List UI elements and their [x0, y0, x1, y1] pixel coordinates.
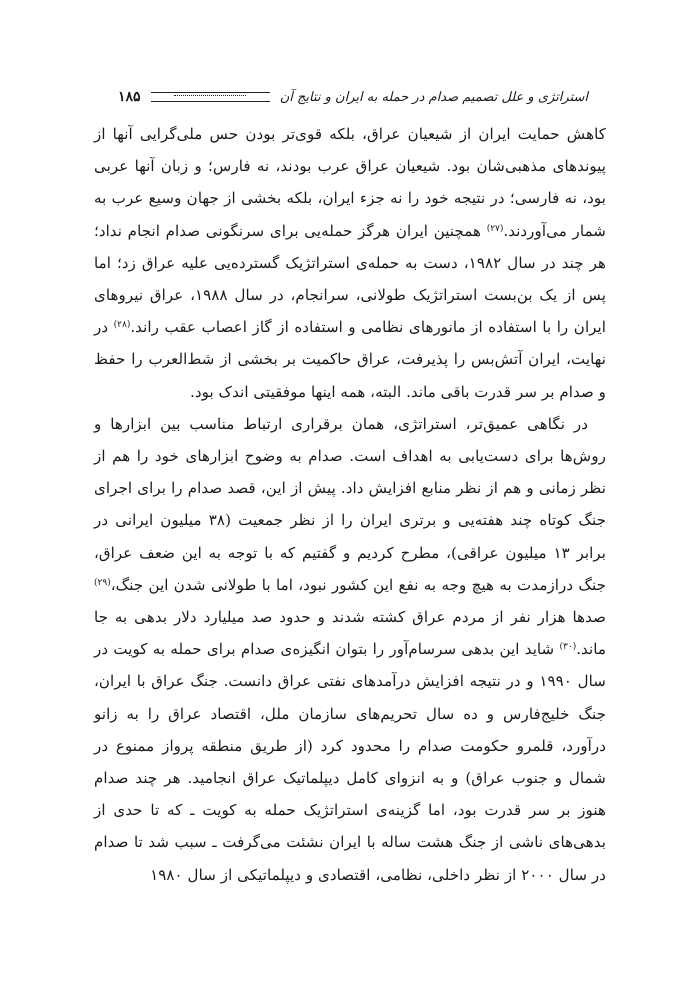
paragraph-1 — [94, 118, 606, 408]
body-text — [94, 118, 606, 891]
paragraph-2-segment-1: در نگاهی عمیق‌تر، استراتژی، همان برقراری ارتباط مناسب بین ابزارها و روش‌ها برای دست‌یابی به اهداف است. صدام به وضوح ابزارهای خود را هم از نظر زمانی و هم از نظر منابع افزایش داد. پیش از این، قصد صدام را برای اجرای جنگ کوتاه چند هفته‌یی و برتری ایران را از نظر جمعیت (۳۸ میلیون ایرانی در برابر ۱۳ میلیون عراقی)، مطرح کردیم و گفتیم که با توجه به این ضعف عراق، جنگ درازمدت به هیچ وجه به نفع این کشور نبود، اما با طولانی شدن این جنگ، — [94, 414, 606, 594]
paragraph-1-segment-1: کاهش حمایت ایران از شیعیان عراق، بلکه قوی‌تر بودن حس ملی‌گرایی آنها از پیوندهای مذهبی‌شان بود. شیعیان عراق عرب بودند، نه فارس؛ و زبان آنها عربی بود، نه فارسی؛ در نتیجه خود را نه جزء ایران، بلکه بخشی از جهان وسیع عرب به شمار می‌آوردند. — [94, 125, 606, 240]
page-number: ۱۸۵ — [118, 89, 141, 105]
running-title: استراتژی و علل تصمیم صدام در حمله به ایران و نتایج آن — [279, 89, 588, 105]
footnote-ref-28: (۲۸) — [113, 320, 131, 331]
paragraph-2 — [94, 408, 606, 891]
footnote-ref-29: (۲۹) — [94, 577, 111, 588]
footnote-ref-30: (۳۰) — [559, 642, 577, 653]
header-ornament-rule — [151, 92, 270, 102]
paragraph-1-segment-3: در نهایت، ایران آتش‌بس را پذیرفت، عراق حاکمیت بر بخشی از شط‌العرب را حفظ و صدام بر سر قدرت باقی ماند. البته، همه اینها موفقیتی اندک بود. — [94, 318, 606, 401]
paragraph-1-segment-2: همچنین ایران هرگز حمله‌یی برای سرنگونی صدام انجام نداد؛ هر چند در سال ۱۹۸۲، دست به حمله‌ی استراتژیک گسترده‌یی علیه عراق زد؛ اما پس از یک بن‌بست استراتژیک طولانی، سرانجام، در سال ۱۹۸۸، عراق نیروهای ایران را با استفاده از مانورهای نظامی و استفاده از گاز اعصاب عقب راند. — [94, 221, 606, 337]
paragraph-2-segment-2: صدها هزار نفر از مردم عراق کشته شدند و حدود صد میلیارد دلار بدهی به جا ماند. — [94, 608, 606, 659]
footnote-ref-27: (۲۷) — [486, 223, 504, 234]
paragraph-2-segment-3: شاید این بدهی سرسام‌آور را بتوان انگیزه‌ی صدام برای حمله به کویت در سال ۱۹۹۰ و در نتیجه افزایش درآمدهای نفتی عراق دانست. جنگ عراق با ایران، جنگ خلیج‌فارس و ده سال تحریم‌های سازمان ملل، اقتصاد عراق را به زانو درآورد، قلمرو حکومت صدام را محدود کرد (از طریق منطقه پرواز ممنوع در شمال و جنوب عراق) و به انزوای کامل دیپلماتیک عراق انجامید. هر چند صدام هنوز بر سر قدرت بود، اما گزینه‌ی استراتژیک حمله به کویت ـ که تا حدی از بدهی‌های ناشی از جنگ هشت ساله با ایران نشئت می‌گرفت ـ سبب شد تا صدام در سال ۲۰۰۰ از نظر داخلی، نظامی، اقتصادی و دیپلماتیکی از سال ۱۹۸۰ — [94, 640, 606, 884]
running-header — [118, 86, 588, 108]
